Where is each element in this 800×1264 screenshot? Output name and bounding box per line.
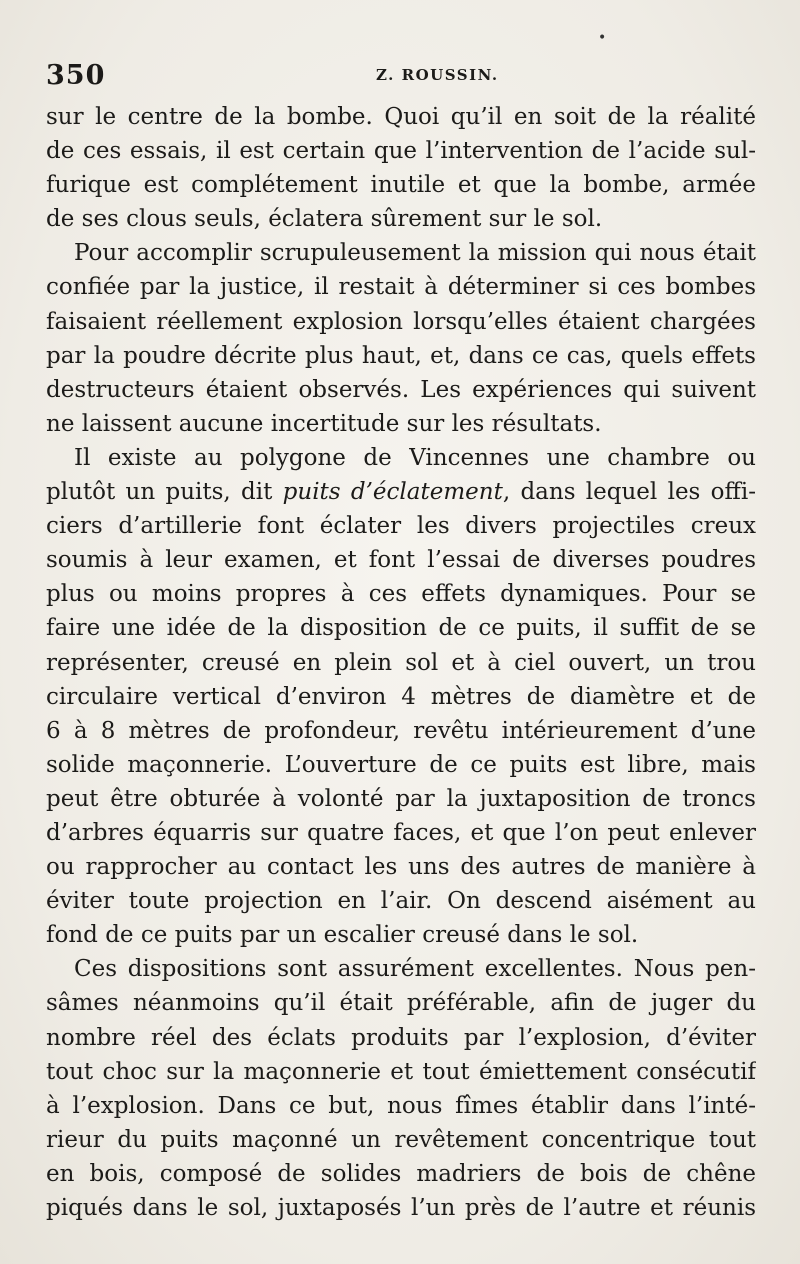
text-line: représenter, creusé en plein sol et à ciel ouvert, un trou xyxy=(46,649,756,676)
text-line: ou rapprocher au contact les uns des autres de manière à xyxy=(46,854,756,881)
text-fragment: plutôt un puits, dit xyxy=(46,479,283,506)
page-number: 350 xyxy=(46,60,106,91)
text-line: de ses clous seuls, éclatera sûrement sur le sol. xyxy=(46,206,603,233)
text-line: sâmes néanmoins qu’il était préférable, afin de juger du xyxy=(46,990,756,1017)
italic-term: puits d’éclatement xyxy=(282,479,503,506)
text-line: destructeurs étaient observés. Les expériences qui suivent xyxy=(46,376,756,403)
text-line: sur le centre de la bombe. Quoi qu’il en soit de la réalité xyxy=(46,104,756,130)
text-line: de ces essais, il est certain que l’intervention de l’acide sul- xyxy=(46,138,756,165)
margin-mark: • xyxy=(598,30,607,46)
text-line: circulaire vertical d’environ 4 mètres de diamètre et de xyxy=(46,683,756,710)
text-line: faire une idée de la disposition de ce puits, il suffit de se xyxy=(46,615,756,642)
text-line: Ces dispositions sont assurément excellentes. Nous pen- xyxy=(74,956,756,983)
page-header xyxy=(46,60,756,94)
text-line: solide maçonnerie. L’ouverture de ce puits est libre, mais xyxy=(46,751,756,778)
text-fragment: , dans lequel les offi- xyxy=(502,479,756,506)
text-line xyxy=(46,475,756,509)
text-line: faisaient réellement explosion lorsqu’elles étaient chargées xyxy=(46,308,756,335)
text-line: furique est complétement inutile et que la bombe, armée xyxy=(46,172,756,199)
text-line: ciers d’artillerie font éclater les divers projectiles creux xyxy=(46,513,756,540)
text-line: tout choc sur la maçonnerie et tout émiettement consécutif xyxy=(46,1058,756,1085)
text-line: 6 à 8 mètres de profondeur, revêtu intérieurement d’une xyxy=(46,717,756,744)
text-line: rieur du puits maçonné un revêtement concentrique tout xyxy=(46,1126,756,1153)
text-line: Il existe au polygone de Vincennes une chambre ou xyxy=(74,444,756,471)
text-line: nombre réel des éclats produits par l’explosion, d’éviter xyxy=(46,1024,756,1051)
text-line: ne laissent aucune incertitude sur les résultats. xyxy=(46,410,602,437)
text-line: fond de ce puits par un escalier creusé dans le sol. xyxy=(46,922,639,949)
text-line: par la poudre décrite plus haut, et, dans ce cas, quels effets xyxy=(46,342,756,369)
text-line: peut être obturée à volonté par la juxtaposition de troncs xyxy=(46,785,756,812)
text-line: Pour accomplir scrupuleusement la mission qui nous était xyxy=(74,240,756,267)
text-line: en bois, composé de solides madriers de bois de chêne xyxy=(46,1160,756,1187)
text-line: confiée par la justice, il restait à déterminer si ces bombes xyxy=(46,274,756,301)
body-text xyxy=(46,100,756,1225)
text-line: soumis à leur examen, et font l’essai de diverses poudres xyxy=(46,547,756,574)
text-line: à l’explosion. Dans ce but, nous fîmes établir dans l’inté- xyxy=(46,1092,756,1119)
text-line: éviter toute projection en l’air. On descend aisément au xyxy=(46,888,756,915)
text-line: d’arbres équarris sur quatre faces, et que l’on peut enlever xyxy=(46,819,756,846)
text-line: piqués dans le sol, juxtaposés l’un près de l’autre et réunis xyxy=(46,1195,756,1221)
running-head: Z. ROUSSIN. xyxy=(376,66,499,84)
text-line: plus ou moins propres à ces effets dynamiques. Pour se xyxy=(46,581,756,608)
